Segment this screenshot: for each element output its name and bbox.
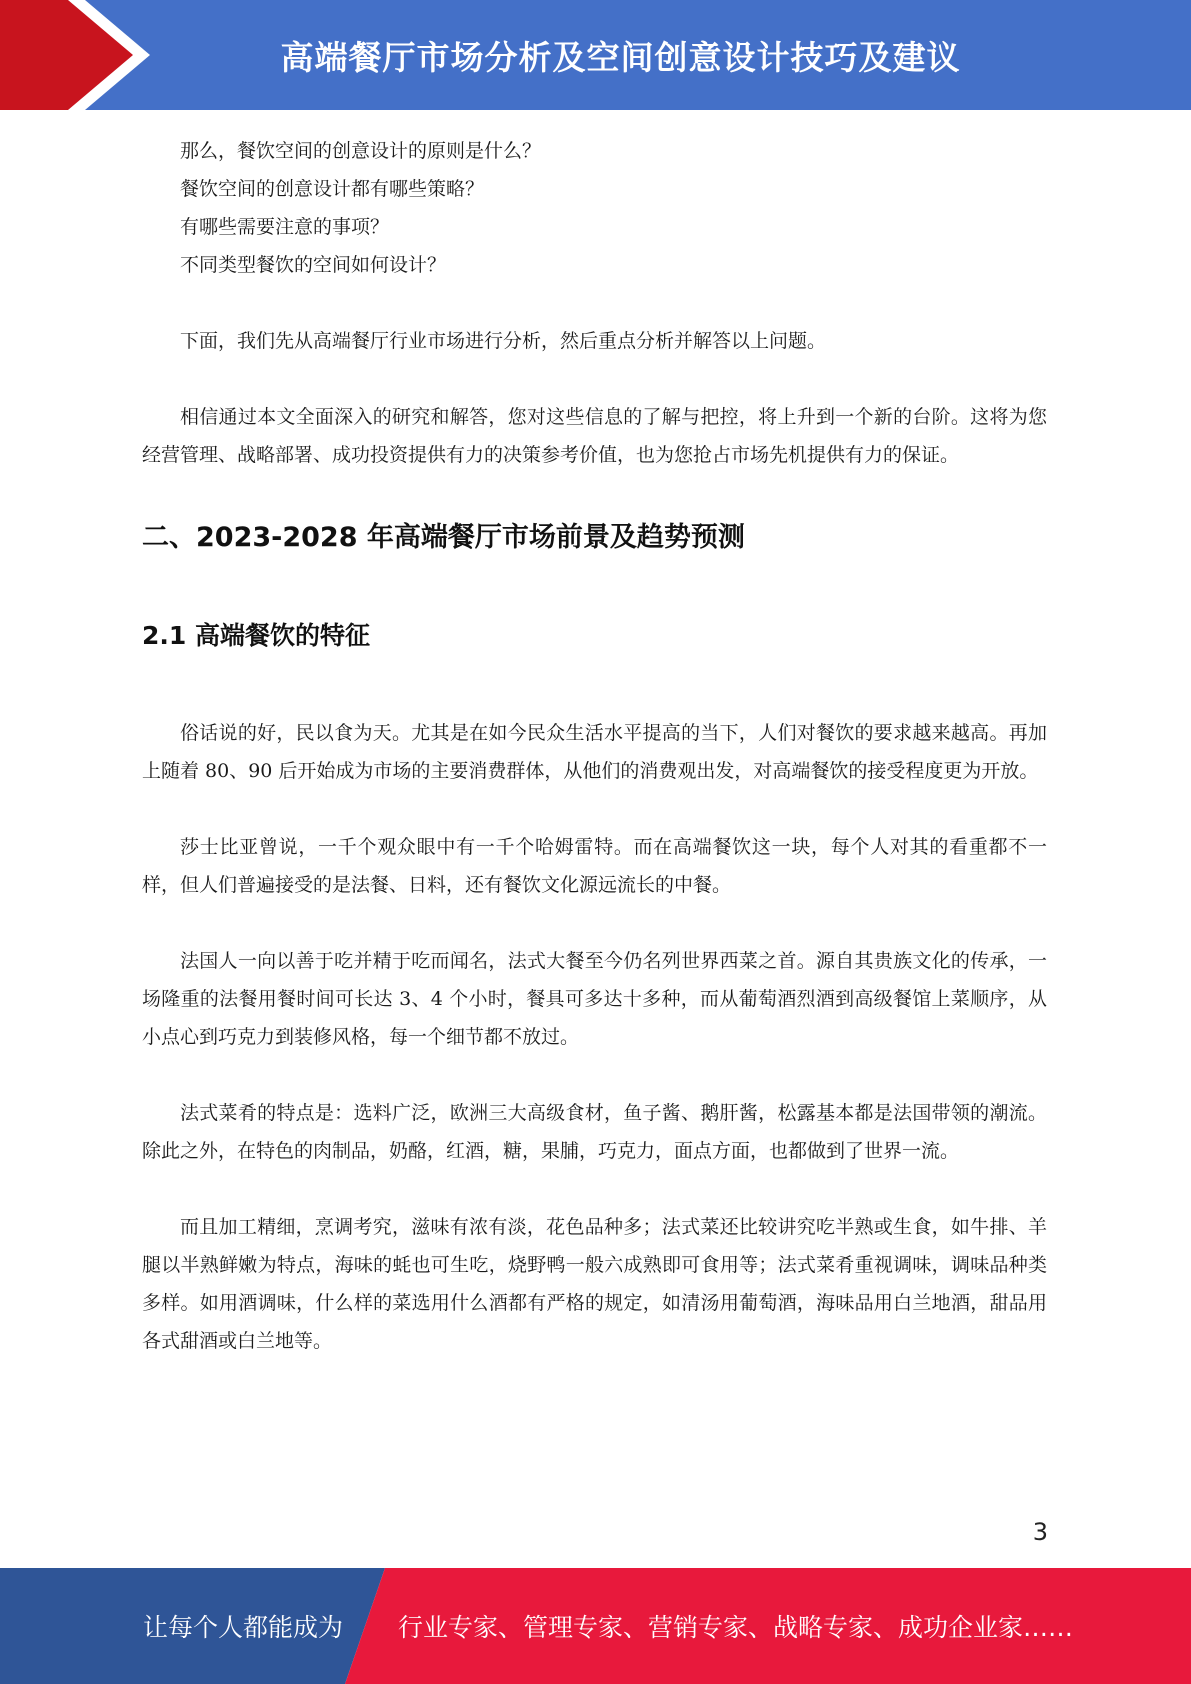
question-line: 有哪些需要注意的事项？ — [180, 216, 390, 238]
paragraph: 俗话说的好，民以食为天。尤其是在如今民众生活水平提高的当下，人们对餐饮的要求越来越高。再加上随着 80、90 后开始成为市场的主要消费群体，从他们的消费观出发，对高端餐饮的接受程度更为开放。 — [142, 722, 1047, 782]
document-body — [142, 132, 1047, 1360]
subsection-heading: 2.1 高端餐饮的特征 — [142, 621, 370, 650]
paragraph: 相信通过本文全面深入的研究和解答，您对这些信息的了解与把控，将上升到一个新的台阶。这将为您经营管理、战略部署、成功投资提供有力的决策参考价值，也为您抢占市场先机提供有力的保证。 — [142, 406, 1047, 466]
question-line: 不同类型餐饮的空间如何设计？ — [180, 254, 447, 276]
paragraph: 下面，我们先从高端餐厅行业市场进行分析，然后重点分析并解答以上问题。 — [180, 330, 827, 352]
question-line: 餐饮空间的创意设计都有哪些策略？ — [180, 178, 485, 200]
section-heading: 二、2023-2028 年高端餐厅市场前景及趋势预测 — [142, 522, 745, 553]
header-title: 高端餐厅市场分析及空间创意设计技巧及建议 — [280, 37, 961, 77]
paragraph: 而且加工精细，烹调考究，滋味有浓有淡，花色品种多；法式菜还比较讲究吃半熟或生食，如牛排、羊腿以半熟鲜嫩为特点，海味的蚝也可生吃，烧野鸭一般六成熟即可食用等；法式菜肴重视调味，调味品种类多样。如用酒调味，什么样的菜选用什么酒都有严格的规定，如清汤用葡萄酒，海味品用白兰地酒，甜品用各式甜酒或白兰地等。 — [142, 1216, 1047, 1352]
page-header — [0, 0, 1191, 110]
footer-slogan-right: 行业专家、管理专家、营销专家、战略专家、成功企业家…… — [398, 1613, 1074, 1642]
footer-slogan-left: 让每个人都能成为 — [143, 1613, 344, 1642]
paragraph: 莎士比亚曾说，一千个观众眼中有一千个哈姆雷特。而在高端餐饮这一块，每个人对其的看重都不一样，但人们普遍接受的是法餐、日料，还有餐饮文化源远流长的中餐。 — [142, 836, 1047, 896]
page-number: 3 — [1032, 1518, 1048, 1546]
paragraph: 法国人一向以善于吃并精于吃而闻名，法式大餐至今仍名列世界西菜之首。源自其贵族文化的传承，一场隆重的法餐用餐时间可长达 3、4 个小时，餐具可多达十多种，而从葡萄酒烈酒到高级餐馆上菜顺序，从小点心到巧克力到装修风格，每一个细节都不放过。 — [142, 950, 1047, 1048]
page-footer — [0, 1568, 1191, 1684]
paragraph: 法式菜肴的特点是：选料广泛，欧洲三大高级食材，鱼子酱、鹅肝酱，松露基本都是法国带领的潮流。除此之外，在特色的肉制品，奶酪，红酒，糖，果脯，巧克力，面点方面，也都做到了世界一流。 — [142, 1102, 1047, 1162]
header-red-arrow-icon — [0, 0, 160, 110]
question-line: 那么，餐饮空间的创意设计的原则是什么？ — [180, 140, 542, 162]
